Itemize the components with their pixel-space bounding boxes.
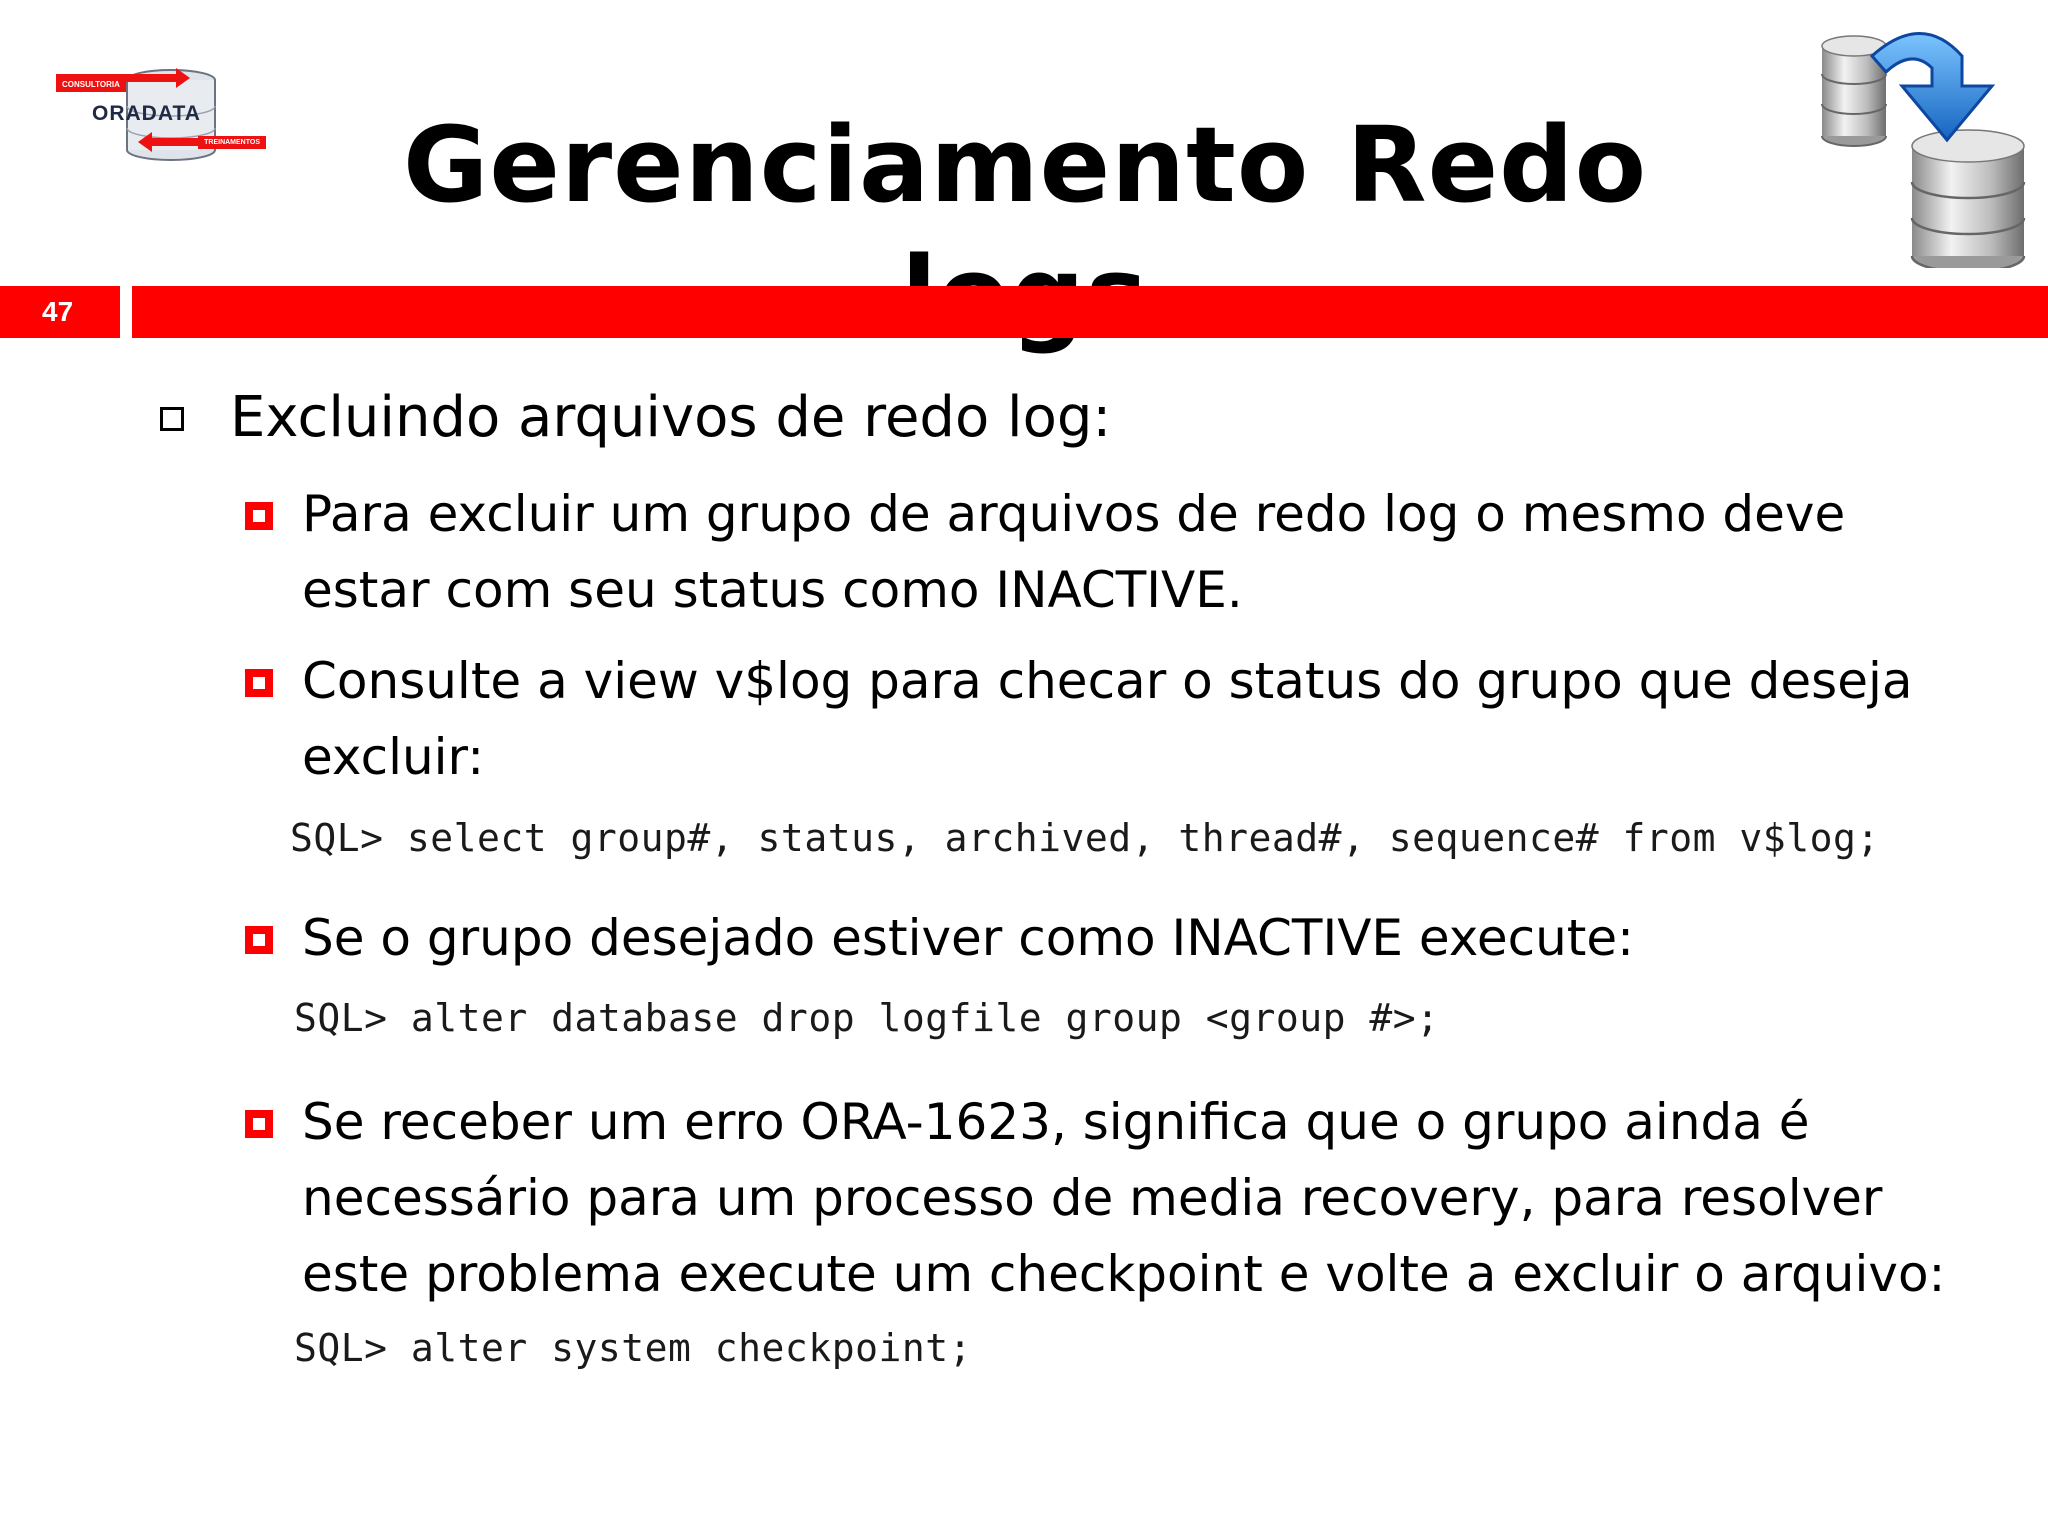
list-item-line: estar com seu status como INACTIVE.: [302, 561, 1243, 619]
list-item-line: Se receber um erro ORA-1623, significa que o grupo ainda é: [302, 1093, 1810, 1151]
red-square-bullet-icon: [245, 1110, 273, 1138]
list-item-line: Consulte a view v$log para checar o status do grupo que deseja: [302, 652, 1913, 710]
list-item: [302, 900, 1992, 976]
sql-code-line: SQL> alter system checkpoint;: [294, 1326, 972, 1370]
page-title: Gerenciamento Redo: [402, 104, 1648, 226]
list-item-line: Para excluir um grupo de arquivos de redo log o mesmo deve: [302, 485, 1846, 543]
sql-code-line: SQL> alter database drop logfile group <group #>;: [294, 996, 1440, 1040]
heading-bullet: Excluindo arquivos de redo log:: [230, 385, 1112, 450]
slide-number: 47: [0, 286, 120, 338]
list-item: [302, 643, 1992, 795]
red-square-bullet-icon: [245, 669, 273, 697]
logo-tag-consultoria: CONSULTORIA: [56, 78, 126, 92]
list-item-line: necessário para um processo de media recovery, para resolver: [302, 1169, 1883, 1227]
list-item-line: este problema execute um checkpoint e volte a excluir o arquivo:: [302, 1245, 1946, 1303]
list-item: [302, 1084, 1992, 1312]
red-square-bullet-icon: [245, 926, 273, 954]
list-item-line: excluir:: [302, 728, 485, 786]
logo-tag-treinamentos: TREINAMENTOS: [198, 136, 266, 149]
list-item-line: Se o grupo desejado estiver como INACTIVE execute:: [302, 909, 1634, 967]
list-item: [302, 476, 1992, 628]
logo-text: ORADATA: [92, 102, 201, 125]
sql-code-line: SQL> select group#, status, archived, thread#, sequence# from v$log;: [290, 816, 1880, 860]
square-bullet-icon: [160, 407, 184, 431]
red-square-bullet-icon: [245, 502, 273, 530]
